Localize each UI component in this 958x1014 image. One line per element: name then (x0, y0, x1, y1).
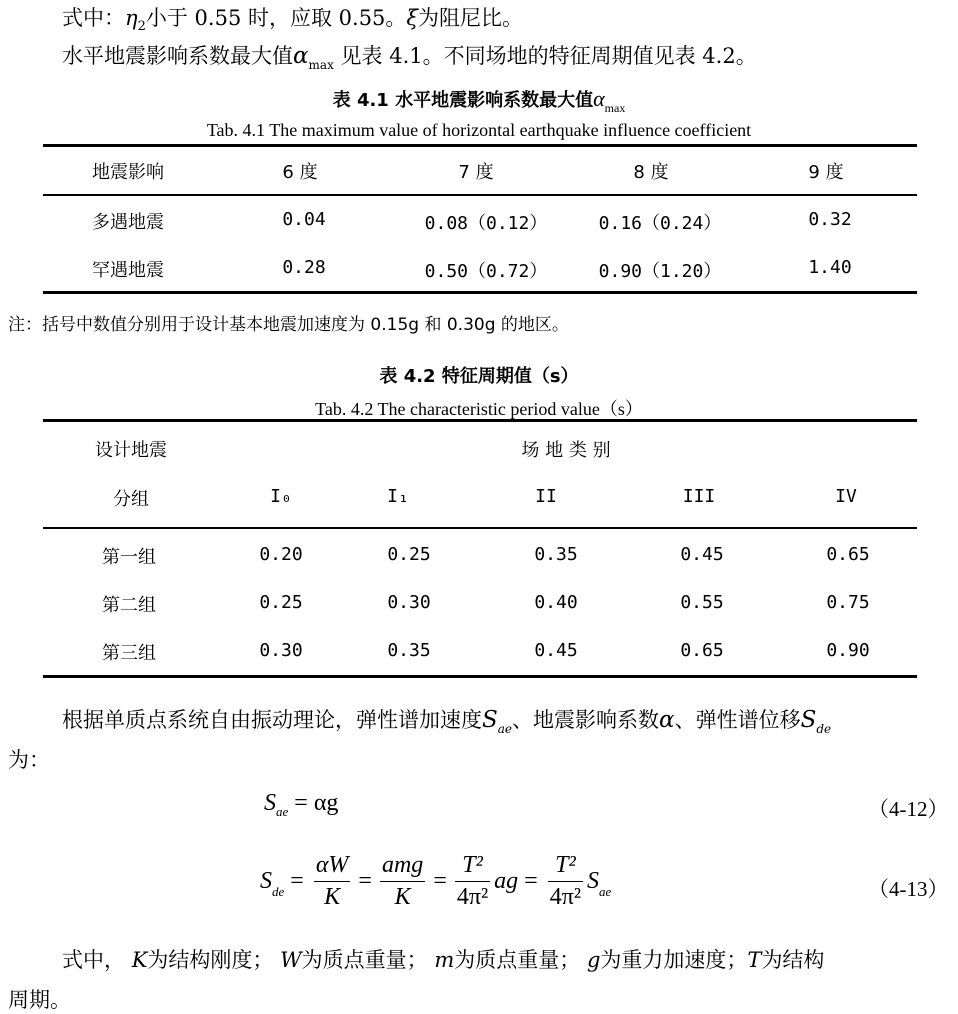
table1-cell: 罕遇地震 (92, 260, 164, 281)
table2-cell: 0.45 (680, 544, 724, 565)
table1-cell: 0.28 (282, 257, 326, 278)
intro-line-1 (62, 2, 523, 32)
table1-note: 注：括号中数值分别用于设计基本地震加速度为 0.15g 和 0.30g 的地区。 (8, 315, 569, 335)
ae-subscript: ae (497, 722, 513, 736)
table1-caption-en: Tab. 4.1 The maximum value of horizontal earthquake influence coefficient (206, 120, 752, 140)
de-subscript: de (816, 722, 832, 736)
table2-caption-cn: 表 4.2 特征周期值（s） (379, 366, 579, 387)
site-class-cell: I₁ (387, 486, 409, 507)
fraction-2 (380, 852, 425, 911)
eq13-equals: = (433, 868, 447, 894)
table1-header-cell: 地震影响 (92, 162, 164, 183)
intro-mid: 小于 0.55 时，应取 0.55。 (145, 6, 407, 30)
fraction-3 (455, 852, 490, 911)
alpha-symbol: α (293, 43, 309, 69)
eq12-s: S (264, 790, 276, 816)
eq13-equals: = (524, 868, 538, 894)
explain-b: 为结构刚度； (147, 948, 274, 972)
s-symbol: S (482, 707, 498, 733)
table2-top-rule (43, 419, 917, 422)
eta-subscript: 2 (137, 19, 146, 34)
intro2-prefix: 水平地震影响系数最大值 (62, 44, 293, 68)
theory-line-2: 为： (8, 748, 50, 772)
table1-cell: 0.04 (282, 209, 326, 230)
w-symbol: W (280, 948, 302, 972)
table1-cell: 0.90（1.20） (598, 261, 722, 282)
table2-cell: 0.75 (826, 592, 870, 613)
explain-f: 为结构 (761, 948, 825, 972)
f1-numerator: αW (314, 852, 351, 882)
intro-suffix: 为阻尼比。 (418, 6, 523, 30)
table1-mid-rule (43, 194, 917, 196)
f1-denominator: K (324, 884, 341, 910)
table2-header-group-2: 分组 (113, 489, 149, 510)
table2-cell: 0.65 (680, 640, 724, 661)
table2-header-group: 设计地震 (95, 440, 167, 461)
eq13-equals: = (358, 868, 372, 894)
table1-cell: 0.32 (808, 209, 852, 230)
table1-cell: 0.16（0.24） (598, 213, 722, 234)
table2-cell: 0.20 (259, 544, 303, 565)
explain-line-2: 周期。 (8, 988, 71, 1012)
table1-caption-alpha: α (593, 86, 605, 111)
f2-numerator: amg (380, 852, 425, 882)
eq13-sub: de (272, 883, 285, 899)
k-symbol: K (131, 948, 148, 972)
s-symbol-2: S (800, 707, 817, 733)
alpha-subscript: max (308, 58, 334, 72)
table1-bottom-rule (43, 291, 917, 294)
intro-line-2 (62, 40, 757, 70)
theory-text-3: 、弹性谱位移 (674, 708, 801, 732)
explain-a: 式中， (62, 948, 125, 972)
eq13-equals: = (290, 868, 304, 894)
table1-caption-alpha-sub: max (604, 101, 626, 115)
theory-text-2: 、地震影响系数 (512, 708, 660, 732)
table1-top-rule (43, 144, 917, 147)
table2-cell: 0.90 (826, 640, 870, 661)
table2-bottom-rule (43, 675, 917, 678)
table2-cell: 0.30 (259, 640, 303, 661)
eq12-rhs: = αg (294, 790, 339, 816)
f4-denominator: 4π² (549, 884, 582, 910)
eq12-number: （4-12） (868, 797, 949, 821)
table1-caption-cn (0, 86, 958, 115)
table2-cell: 0.40 (534, 592, 578, 613)
table2-caption-en: Tab. 4.2 The characteristic period value（s） (315, 399, 643, 419)
f3-tail: ag (494, 868, 519, 894)
table1-header-cell: 8 度 (633, 162, 669, 183)
m-symbol: m (434, 948, 455, 972)
f3-numerator: T² (455, 852, 490, 882)
table2-mid-rule (43, 527, 917, 529)
equation-4-13 (260, 852, 611, 911)
table2-cell: 0.25 (387, 544, 431, 565)
table1-cell: 0.50（0.72） (424, 261, 548, 282)
equation-4-12 (264, 790, 338, 817)
f2-denominator: K (394, 884, 411, 910)
table2-cell: 0.55 (680, 592, 724, 613)
explain-e: 为重力加速度； (600, 948, 748, 972)
theory-text-1: 根据单质点系统自由振动理论，弹性谱加速度 (62, 708, 482, 732)
table2-cell: 第二组 (102, 595, 156, 616)
table1-cell: 0.08（0.12） (424, 213, 548, 234)
intro2-suffix: 见表 4.1。不同场地的特征周期值见表 4.2。 (340, 44, 757, 68)
g-symbol: g (586, 948, 601, 972)
table1-cell: 多遇地震 (92, 212, 164, 233)
table2-cell: 0.35 (387, 640, 431, 661)
eq13-s: S (260, 868, 272, 894)
intro-prefix: 式中： (62, 6, 125, 30)
table2-cell: 0.25 (259, 592, 303, 613)
site-class-cell: III (682, 486, 716, 507)
table2-cell: 第一组 (102, 547, 156, 568)
eta-symbol: η (125, 6, 138, 30)
table2-cell: 0.30 (387, 592, 431, 613)
f4-numerator: T² (548, 852, 583, 882)
table1-cell: 1.40 (808, 257, 852, 278)
xi-symbol: ξ (406, 6, 418, 30)
table1-header-cell: 7 度 (458, 162, 494, 183)
f3-denominator: 4π² (456, 884, 489, 910)
explain-d: 为质点重量； (454, 948, 581, 972)
eq13-s-ae: S (587, 868, 600, 894)
table2-cell: 第三组 (102, 643, 156, 664)
site-class-cell: IV (835, 486, 857, 507)
explain-line-1 (62, 944, 824, 974)
table2-header-site: 场 地 类 别 (521, 440, 611, 461)
fraction-1 (314, 852, 351, 911)
t-symbol: T (747, 948, 762, 972)
table1-header-cell: 9 度 (808, 162, 844, 183)
table1-caption-text: 表 4.1 水平地震影响系数最大值 (332, 90, 594, 111)
fraction-4 (548, 852, 583, 911)
explain-c: 为质点重量； (301, 948, 428, 972)
site-class-cell: I₀ (270, 486, 292, 507)
site-class-cell: II (535, 486, 557, 507)
eq13-number: （4-13） (868, 877, 949, 901)
table1-header-cell: 6 度 (282, 162, 318, 183)
theory-line-1 (62, 704, 831, 734)
eq13-sub-ae: ae (599, 883, 612, 899)
table2-cell: 0.65 (826, 544, 870, 565)
eq12-sub: ae (276, 804, 289, 819)
table2-cell: 0.35 (534, 544, 578, 565)
table2-cell: 0.45 (534, 640, 578, 661)
alpha-symbol-2: α (659, 707, 675, 733)
